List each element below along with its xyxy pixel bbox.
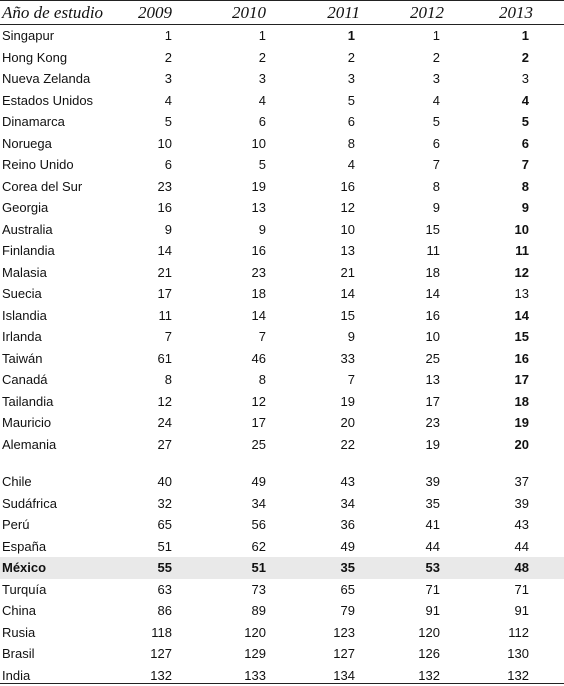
rank-value-2012: 18 xyxy=(380,262,440,284)
rank-value-2012: 71 xyxy=(380,579,440,601)
rank-value-2013: 12 xyxy=(469,262,529,284)
rank-value-2010: 56 xyxy=(206,514,266,536)
table-row-highlighted xyxy=(0,557,564,579)
rank-value-2010: 17 xyxy=(206,412,266,434)
rank-value-2011: 34 xyxy=(295,493,355,515)
rank-value-2012: 14 xyxy=(380,283,440,305)
rank-value-2012: 126 xyxy=(380,643,440,665)
rank-value-2013: 39 xyxy=(469,493,529,515)
rank-value-2010: 46 xyxy=(206,348,266,370)
rank-value-2013: 14 xyxy=(469,305,529,327)
rank-value-2010: 18 xyxy=(206,283,266,305)
rank-value-2013: 71 xyxy=(469,579,529,601)
rank-value-2013: 9 xyxy=(469,197,529,219)
rank-value-2013: 15 xyxy=(469,326,529,348)
rank-value-2009: 127 xyxy=(112,643,172,665)
header-year-2013: 2013 xyxy=(473,2,533,24)
table-row xyxy=(0,471,564,493)
rank-value-2011: 19 xyxy=(295,391,355,413)
country-name: Perú xyxy=(2,514,29,536)
rank-value-2012: 8 xyxy=(380,176,440,198)
rank-value-2010: 9 xyxy=(206,219,266,241)
rank-value-2013: 7 xyxy=(469,154,529,176)
rank-value-2013: 19 xyxy=(469,412,529,434)
rank-value-2010: 133 xyxy=(206,665,266,686)
country-name: España xyxy=(2,536,46,558)
rank-value-2009: 32 xyxy=(112,493,172,515)
rank-value-2010: 62 xyxy=(206,536,266,558)
rank-value-2009: 2 xyxy=(112,47,172,69)
country-name: Noruega xyxy=(2,133,52,155)
table-row xyxy=(0,47,564,69)
rank-value-2012: 4 xyxy=(380,90,440,112)
table-row xyxy=(0,434,564,456)
rank-value-2009: 132 xyxy=(112,665,172,686)
rank-value-2010: 34 xyxy=(206,493,266,515)
rank-value-2011: 5 xyxy=(295,90,355,112)
country-name: México xyxy=(2,557,46,579)
table-row xyxy=(0,111,564,133)
table-row xyxy=(0,536,564,558)
rank-value-2009: 3 xyxy=(112,68,172,90)
country-name: Nueva Zelanda xyxy=(2,68,90,90)
rank-value-2011: 13 xyxy=(295,240,355,262)
rank-value-2009: 6 xyxy=(112,154,172,176)
rank-value-2011: 15 xyxy=(295,305,355,327)
rank-value-2013: 5 xyxy=(469,111,529,133)
country-name: Malasia xyxy=(2,262,47,284)
rank-value-2009: 5 xyxy=(112,111,172,133)
country-name: Reino Unido xyxy=(2,154,74,176)
rank-value-2013: 6 xyxy=(469,133,529,155)
rank-value-2013: 8 xyxy=(469,176,529,198)
header-label: Año de estudio xyxy=(2,2,103,24)
rank-value-2012: 15 xyxy=(380,219,440,241)
rank-value-2011: 20 xyxy=(295,412,355,434)
rank-value-2010: 51 xyxy=(206,557,266,579)
country-name: Chile xyxy=(2,471,32,493)
rank-value-2011: 134 xyxy=(295,665,355,686)
rank-value-2012: 39 xyxy=(380,471,440,493)
rank-value-2011: 14 xyxy=(295,283,355,305)
rank-value-2013: 11 xyxy=(469,240,529,262)
rank-value-2013: 44 xyxy=(469,536,529,558)
rank-value-2011: 123 xyxy=(295,622,355,644)
table-row xyxy=(0,68,564,90)
rank-value-2011: 22 xyxy=(295,434,355,456)
country-name: Estados Unidos xyxy=(2,90,93,112)
rank-value-2011: 3 xyxy=(295,68,355,90)
rank-value-2010: 25 xyxy=(206,434,266,456)
rank-value-2013: 17 xyxy=(469,369,529,391)
rank-value-2009: 118 xyxy=(112,622,172,644)
rank-value-2010: 49 xyxy=(206,471,266,493)
rank-value-2011: 21 xyxy=(295,262,355,284)
rank-value-2012: 3 xyxy=(380,68,440,90)
table-header xyxy=(0,0,564,25)
header-year-2010: 2010 xyxy=(206,2,266,24)
rank-value-2013: 130 xyxy=(469,643,529,665)
country-name: Hong Kong xyxy=(2,47,67,69)
rank-value-2010: 1 xyxy=(206,25,266,47)
rank-value-2012: 17 xyxy=(380,391,440,413)
rank-value-2011: 65 xyxy=(295,579,355,601)
rank-value-2013: 91 xyxy=(469,600,529,622)
header-year-2009: 2009 xyxy=(112,2,172,24)
rank-value-2012: 13 xyxy=(380,369,440,391)
table-row xyxy=(0,283,564,305)
table-row xyxy=(0,219,564,241)
rank-value-2013: 18 xyxy=(469,391,529,413)
table-row xyxy=(0,326,564,348)
country-name: Turquía xyxy=(2,579,46,601)
country-name: Taiwán xyxy=(2,348,42,370)
rank-value-2012: 35 xyxy=(380,493,440,515)
country-name: Tailandia xyxy=(2,391,53,413)
table-row xyxy=(0,90,564,112)
rank-value-2010: 120 xyxy=(206,622,266,644)
country-name: Rusia xyxy=(2,622,35,644)
rank-value-2012: 23 xyxy=(380,412,440,434)
rank-value-2011: 43 xyxy=(295,471,355,493)
table-row xyxy=(0,240,564,262)
rank-value-2013: 13 xyxy=(469,283,529,305)
country-name: Suecia xyxy=(2,283,42,305)
table-row xyxy=(0,176,564,198)
country-name: Canadá xyxy=(2,369,48,391)
rank-value-2013: 132 xyxy=(469,665,529,686)
rank-value-2011: 9 xyxy=(295,326,355,348)
rank-value-2013: 1 xyxy=(469,25,529,47)
rank-value-2010: 7 xyxy=(206,326,266,348)
table-row xyxy=(0,348,564,370)
rank-value-2011: 49 xyxy=(295,536,355,558)
country-name: Sudáfrica xyxy=(2,493,57,515)
rank-value-2013: 16 xyxy=(469,348,529,370)
rank-value-2012: 5 xyxy=(380,111,440,133)
table-row xyxy=(0,514,564,536)
table-row xyxy=(0,369,564,391)
rank-value-2011: 16 xyxy=(295,176,355,198)
rank-value-2011: 79 xyxy=(295,600,355,622)
table-row xyxy=(0,133,564,155)
rank-value-2011: 127 xyxy=(295,643,355,665)
country-name: Islandia xyxy=(2,305,47,327)
rank-value-2012: 132 xyxy=(380,665,440,686)
country-name: Dinamarca xyxy=(2,111,65,133)
rank-value-2011: 36 xyxy=(295,514,355,536)
rank-value-2013: 2 xyxy=(469,47,529,69)
rank-value-2009: 21 xyxy=(112,262,172,284)
rank-value-2013: 37 xyxy=(469,471,529,493)
rank-value-2009: 51 xyxy=(112,536,172,558)
table-row xyxy=(0,25,564,47)
country-name: Corea del Sur xyxy=(2,176,82,198)
rank-value-2011: 12 xyxy=(295,197,355,219)
table-row xyxy=(0,305,564,327)
table-row xyxy=(0,391,564,413)
rank-value-2010: 10 xyxy=(206,133,266,155)
rank-value-2012: 53 xyxy=(380,557,440,579)
rank-value-2010: 14 xyxy=(206,305,266,327)
rank-value-2009: 8 xyxy=(112,369,172,391)
rank-value-2009: 23 xyxy=(112,176,172,198)
rank-value-2011: 2 xyxy=(295,47,355,69)
rank-value-2009: 40 xyxy=(112,471,172,493)
rank-value-2012: 6 xyxy=(380,133,440,155)
header-year-2012: 2012 xyxy=(384,2,444,24)
rank-value-2012: 25 xyxy=(380,348,440,370)
rank-value-2013: 112 xyxy=(469,622,529,644)
bottom-rule xyxy=(0,683,564,684)
rank-value-2009: 86 xyxy=(112,600,172,622)
rank-value-2009: 55 xyxy=(112,557,172,579)
rank-value-2013: 4 xyxy=(469,90,529,112)
country-name: Finlandia xyxy=(2,240,55,262)
rank-value-2010: 8 xyxy=(206,369,266,391)
rank-value-2009: 14 xyxy=(112,240,172,262)
table-row xyxy=(0,154,564,176)
rank-value-2012: 19 xyxy=(380,434,440,456)
table-row xyxy=(0,643,564,665)
rank-value-2010: 129 xyxy=(206,643,266,665)
country-name: Mauricio xyxy=(2,412,51,434)
country-name: Brasil xyxy=(2,643,35,665)
country-name: Georgia xyxy=(2,197,48,219)
table-row xyxy=(0,493,564,515)
rank-value-2012: 120 xyxy=(380,622,440,644)
rank-value-2010: 19 xyxy=(206,176,266,198)
rank-value-2009: 9 xyxy=(112,219,172,241)
table-row xyxy=(0,600,564,622)
rank-value-2010: 89 xyxy=(206,600,266,622)
rank-value-2010: 6 xyxy=(206,111,266,133)
country-name: Singapur xyxy=(2,25,54,47)
rank-value-2011: 33 xyxy=(295,348,355,370)
rank-value-2012: 41 xyxy=(380,514,440,536)
rank-value-2011: 35 xyxy=(295,557,355,579)
rank-value-2009: 10 xyxy=(112,133,172,155)
rank-value-2011: 7 xyxy=(295,369,355,391)
table-row xyxy=(0,197,564,219)
rank-value-2010: 13 xyxy=(206,197,266,219)
rank-value-2010: 23 xyxy=(206,262,266,284)
rank-value-2012: 1 xyxy=(380,25,440,47)
rank-value-2012: 91 xyxy=(380,600,440,622)
rank-value-2013: 48 xyxy=(469,557,529,579)
rank-value-2013: 10 xyxy=(469,219,529,241)
rank-value-2010: 4 xyxy=(206,90,266,112)
rank-value-2009: 63 xyxy=(112,579,172,601)
rank-value-2009: 24 xyxy=(112,412,172,434)
rank-value-2010: 3 xyxy=(206,68,266,90)
rank-value-2011: 4 xyxy=(295,154,355,176)
rank-value-2012: 44 xyxy=(380,536,440,558)
rank-value-2009: 1 xyxy=(112,25,172,47)
rank-value-2012: 9 xyxy=(380,197,440,219)
country-name: Alemania xyxy=(2,434,56,456)
rank-value-2012: 7 xyxy=(380,154,440,176)
rank-value-2010: 5 xyxy=(206,154,266,176)
country-name: Australia xyxy=(2,219,53,241)
rank-value-2013: 43 xyxy=(469,514,529,536)
rank-value-2009: 27 xyxy=(112,434,172,456)
country-name: Irlanda xyxy=(2,326,42,348)
rank-value-2010: 2 xyxy=(206,47,266,69)
rank-value-2012: 16 xyxy=(380,305,440,327)
rank-value-2013: 20 xyxy=(469,434,529,456)
rank-value-2009: 16 xyxy=(112,197,172,219)
rank-value-2013: 3 xyxy=(469,68,529,90)
rank-value-2009: 7 xyxy=(112,326,172,348)
table-row xyxy=(0,412,564,434)
rank-value-2009: 17 xyxy=(112,283,172,305)
rank-value-2009: 65 xyxy=(112,514,172,536)
rank-value-2012: 10 xyxy=(380,326,440,348)
rank-value-2012: 11 xyxy=(380,240,440,262)
country-name: China xyxy=(2,600,36,622)
rank-value-2009: 12 xyxy=(112,391,172,413)
rank-value-2011: 6 xyxy=(295,111,355,133)
rank-value-2011: 8 xyxy=(295,133,355,155)
rank-value-2010: 16 xyxy=(206,240,266,262)
rank-value-2011: 10 xyxy=(295,219,355,241)
rank-value-2009: 61 xyxy=(112,348,172,370)
rank-value-2012: 2 xyxy=(380,47,440,69)
rank-value-2009: 4 xyxy=(112,90,172,112)
header-year-2011: 2011 xyxy=(300,2,360,24)
table-row xyxy=(0,622,564,644)
table-row xyxy=(0,579,564,601)
rank-value-2010: 73 xyxy=(206,579,266,601)
table-row xyxy=(0,262,564,284)
rank-value-2010: 12 xyxy=(206,391,266,413)
country-name: India xyxy=(2,665,30,686)
rank-value-2009: 11 xyxy=(112,305,172,327)
rank-value-2011: 1 xyxy=(295,25,355,47)
